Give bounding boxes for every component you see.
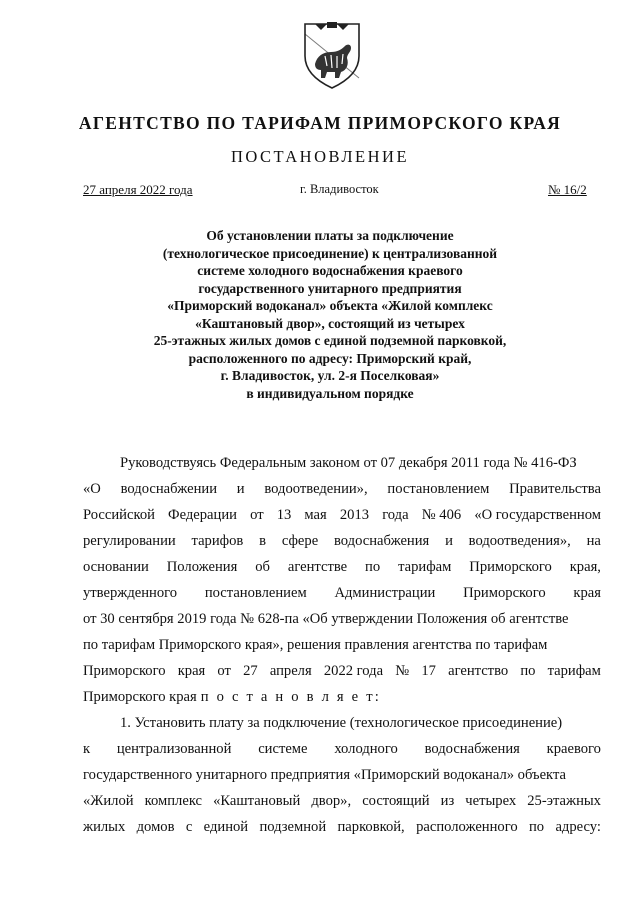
title-line: системе холодного водоснабжения краевого [197,263,463,278]
body-word: 2022 года [323,663,384,679]
body-word: агентство [448,663,509,679]
document-number: № 16/2 [548,182,587,197]
document-title [110,227,550,402]
agency-name: АГЕНТСТВО ПО ТАРИФАМ ПРИМОРСКОГО КРАЯ [78,113,562,133]
body-word: комплекс [144,793,203,809]
document-city: г. Владивосток [300,182,379,196]
body-line [83,528,601,554]
body-line [83,684,601,710]
body-word: Приморского [463,585,546,601]
body-word: постановлением [387,481,490,497]
body-word: 13 [276,507,292,523]
document-date: 27 апреля 2022 года [83,182,193,197]
body-word: Российской [83,507,155,523]
body-word: четырех [465,793,517,809]
body-line [83,710,601,736]
body-word: системе [258,741,308,757]
body-word: холодного [334,741,398,757]
body-line [83,632,601,658]
body-line [83,580,601,606]
body-word: агентстве [287,559,348,575]
body-word: п о с т а н о в л я е т: [200,689,382,705]
body-word: Приморского края [83,689,197,705]
title-line: г. Владивосток, ул. 2-я Поселковая» [220,368,440,383]
body-word: в [259,533,267,549]
body-word: «О [83,481,101,497]
body-word: домов [136,819,175,835]
body-word: государственного унитарного предприятия «Приморский водоканал» объекта [83,767,566,783]
title-line: «Каштановый двор», состоящий из четырех [195,315,465,331]
body-word: основании [83,559,149,575]
body-word: сфере [281,533,319,549]
body-word: краевого [546,741,601,757]
body-word: тарифам [547,663,601,679]
body-word: единой [203,819,249,835]
body-word: регулировании [83,533,176,549]
body-word: «Жилой [83,793,134,809]
body-word: 2013 [339,507,370,523]
body-word: подземной [259,819,327,835]
body-word: 17 [421,663,436,679]
body-line [83,606,601,632]
title-line: «Приморский водоканал» объекта «Жилой комплекс [167,298,493,313]
body-word: 25-этажных [527,793,601,809]
body-word: с [185,819,193,835]
body-word: к [83,741,91,757]
body-word: централизованной [116,741,232,757]
body-line [83,762,601,788]
body-word: расположенного [416,819,518,835]
body-line [83,450,601,476]
title-line: (технологическое присоединение) к централизованной [162,245,498,261]
body-word: Администрации [334,585,436,601]
body-word: 27 [243,663,258,679]
body-word: мая [304,507,327,523]
body-word: по [520,663,536,679]
body-word: от [250,507,264,523]
body-word: края [177,663,206,679]
body-word: № 406 [421,507,462,523]
body-line [83,814,601,840]
body-word: из [440,793,455,809]
body-word: утвержденного [83,585,178,601]
document-body [83,450,601,840]
body-word: Приморского [83,663,166,679]
body-word: Приморского [469,559,552,575]
body-line [83,736,601,762]
body-word: постановлением [204,585,307,601]
body-word: «О государственном [474,507,601,523]
body-word: водоснабжении [120,481,218,497]
body-word: от [217,663,231,679]
body-line [83,476,601,502]
body-word: 1. Установить плату за подключение (технологическое присоединение) [120,715,563,731]
body-word: водоотведении», [264,481,368,497]
document-type: ПОСТАНОВЛЕНИЕ [230,147,410,166]
body-word: и [445,533,453,549]
body-line [83,502,601,528]
title-line: 25-этажных жилых домов с единой подземной парковкой, [153,333,507,348]
body-word: двор», [311,793,352,809]
body-word: об [255,559,270,575]
title-line: в индивидуальном порядке [246,385,414,401]
body-word: водоснабжения [424,741,520,757]
body-word: состоящий [362,793,430,809]
body-word: жилых [83,819,126,835]
body-word: по тарифам Приморского края», решения правления агентства по тарифам [83,637,548,653]
body-word: Положения [166,559,238,575]
body-line [83,554,601,580]
body-word: от 30 сентября 2019 года № 628-па «Об утверждении Положения об агентстве [83,611,569,627]
body-word: водоотведения», [468,533,571,549]
body-word: № [395,663,410,679]
body-word: тарифов [191,533,244,549]
body-word: края, [569,559,601,575]
body-word: водоснабжения [333,533,430,549]
body-word: адресу: [555,819,601,835]
body-word: Правительства [509,481,601,497]
title-line: расположенного по адресу: Приморский край, [188,350,472,366]
body-word: по [365,559,381,575]
body-word: на [586,533,601,549]
body-word: края [573,585,601,601]
body-word: «Каштановый [213,793,301,809]
body-word: парковкой, [337,819,405,835]
body-line [83,658,601,684]
body-line [83,788,601,814]
body-word: Федерации [168,507,237,523]
body-word: Руководствуясь Федеральным законом от 07 декабря 2011 года № 416-ФЗ [120,455,577,471]
coat-of-arms-icon [301,20,363,90]
body-word: года [382,507,409,523]
title-line: Об установлении платы за подключение [206,228,454,243]
body-word: по [529,819,545,835]
title-line: государственного унитарного предприятия [198,280,462,296]
body-word: тарифам [398,559,452,575]
body-word: апреля [269,663,312,679]
body-word: и [236,481,245,497]
